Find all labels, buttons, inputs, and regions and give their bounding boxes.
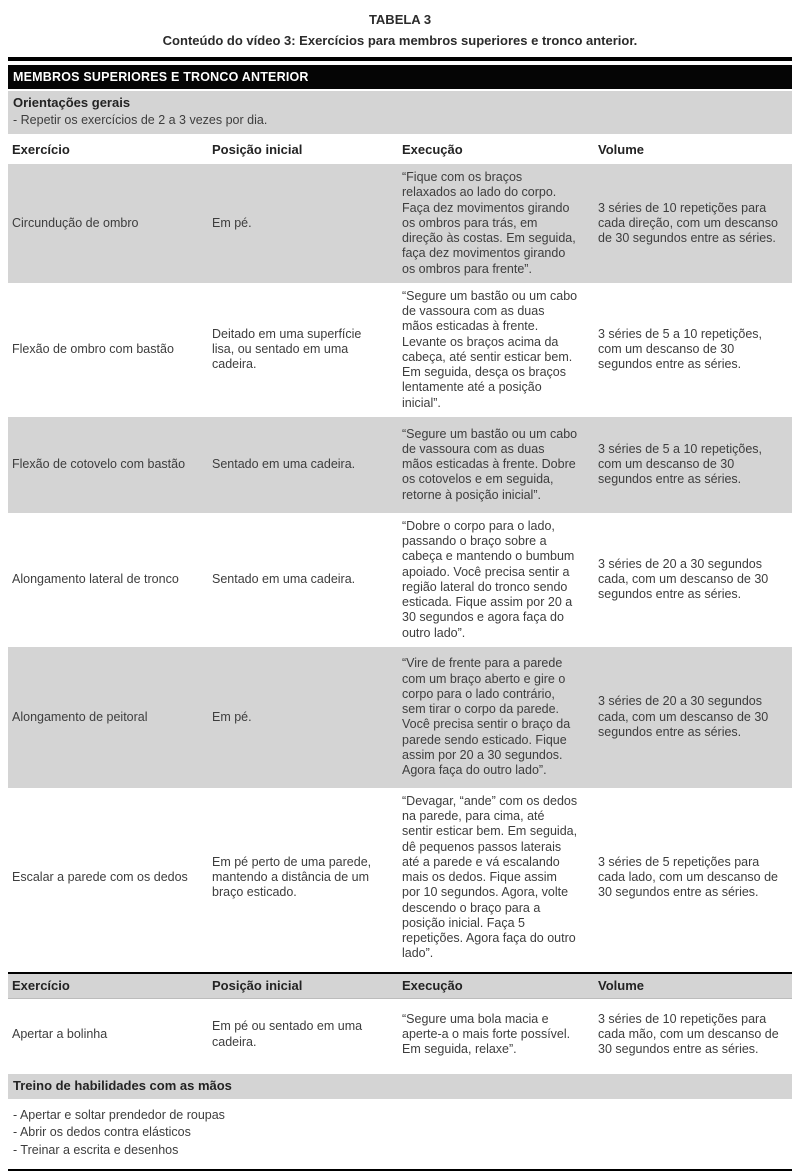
- exercise-execution: “Vire de frente para a parede com um braço aberto e gire o corpo para o lado contrário, sem tirar o corpo da parede. Você precisa sentir o braço da parede sendo esticado. Fique assim por 20 a 30 segundos. Agora faça do outro lado”.: [402, 656, 571, 777]
- orientations-heading: Orientações gerais: [13, 95, 131, 110]
- skills-section-header: [8, 1074, 792, 1099]
- column-header-row: [8, 134, 792, 164]
- column-header-execution: Execução: [402, 142, 463, 157]
- column-header-exercise: Exercício: [12, 142, 70, 157]
- top-rule: [8, 57, 792, 61]
- exercise-name: Apertar a bolinha: [12, 1026, 108, 1041]
- column-header-execution: Execução: [402, 977, 463, 993]
- exercise-initial-position: Em pé ou sentado em uma cadeira.: [212, 1019, 363, 1049]
- column-header-volume: Volume: [598, 977, 644, 993]
- exercise-volume: 3 séries de 10 repetições para cada mão, com um descanso de 30 segundos entre as séries.: [598, 1011, 779, 1057]
- column-header-exercise: Exercício: [12, 977, 70, 993]
- exercise-name: Flexão de cotovelo com bastão: [12, 457, 186, 472]
- exercise-name: Circundução de ombro: [12, 215, 139, 230]
- exercise-execution: “Segure uma bola macia e aperte-a o mais forte possível. Em seguida, relaxe”.: [402, 1011, 571, 1057]
- table-row: [8, 647, 792, 788]
- exercise-initial-position: Em pé.: [212, 709, 252, 724]
- exercise-volume: 3 séries de 10 repetições para cada direção, com um descanso de 30 segundos entre as séries.: [598, 200, 778, 245]
- exercise-initial-position: Em pé perto de uma parede, mantendo a distância de um braço esticado.: [212, 854, 372, 900]
- table-row: [8, 513, 792, 647]
- table-row: [8, 283, 792, 417]
- exercise-initial-position: Sentado em uma cadeira.: [212, 572, 356, 587]
- list-item: - Treinar a escrita e desenhos: [13, 1142, 179, 1157]
- exercise-execution: “Fique com os braços relaxados ao lado do corpo. Faça dez movimentos girando os ombros para trás, em direção às costas. Em seguida, faça dez movimentos girando os ombros para frente”.: [402, 170, 576, 276]
- column-header-initial-position: Posição inicial: [212, 977, 303, 993]
- exercise-initial-position: Sentado em uma cadeira.: [212, 457, 356, 472]
- exercise-initial-position: Em pé.: [212, 215, 252, 230]
- exercise-volume: 3 séries de 20 a 30 segundos cada, com um descanso de 30 segundos entre as séries.: [598, 694, 769, 739]
- exercise-execution: “Segure um bastão ou um cabo de vassoura com as duas mãos esticadas à frente. Levante os braços acima da cabeça, até sentir esticar bem. Em seguida, desça os braços lentamente até a posição inicial”.: [402, 288, 578, 410]
- exercise-name: Escalar a parede com os dedos: [12, 870, 188, 884]
- exercise-volume: 3 séries de 5 a 10 repetições, com um descanso de 30 segundos entre as séries.: [598, 326, 762, 372]
- exercise-execution: “Devagar, “ande” com os dedos na parede, para cima, até sentir esticar bem. Em seguida, dê pequenos passos laterais até a parede e vá escalando mais os dedos. Fique assim por 10 segundos. Agora, volte descendo o braço para a posição inicial. Faça 5 repetições. Agora faça do outro lado”.: [402, 793, 578, 961]
- table-caption: [8, 10, 792, 50]
- orientations-note: - Repetir os exercícios de 2 a 3 vezes por dia.: [13, 113, 268, 127]
- exercise-volume: 3 séries de 5 repetições para cada lado, com um descanso de 30 segundos entre as séries.: [598, 854, 778, 900]
- general-orientations: [8, 91, 792, 134]
- table-row: [8, 788, 792, 968]
- table-row: [8, 417, 792, 513]
- skills-list: [8, 1099, 792, 1170]
- column-header-row-2: [8, 972, 792, 999]
- skills-section-label: Treino de habilidades com as mãos: [13, 1077, 232, 1093]
- exercise-volume: 3 séries de 5 a 10 repetições, com um descanso de 30 segundos entre as séries.: [598, 441, 762, 487]
- list-item: - Apertar e soltar prendedor de roupas: [13, 1107, 225, 1122]
- exercise-execution: “Segure um bastão ou um cabo de vassoura com as duas mãos esticadas à frente. Dobre os cotovelos e em seguida, retorne à posição inicial”.: [402, 426, 578, 502]
- exercise-name: Alongamento lateral de tronco: [12, 572, 179, 587]
- column-header-volume: Volume: [598, 142, 644, 157]
- column-header-initial-position: Posição inicial: [212, 142, 303, 157]
- table-row: [8, 999, 792, 1071]
- section-header-label: MEMBROS SUPERIORES E TRONCO ANTERIOR: [13, 70, 309, 84]
- table-row: [8, 164, 792, 283]
- exercise-execution: “Dobre o corpo para o lado, passando o braço sobre a cabeça e mantendo o bumbum apoiado. Você precisa sentir a região lateral do tronco sendo esticada. Fique assim por 20 a 30 segundos e agora faça do outro lado”.: [402, 518, 575, 640]
- table-page: [8, 0, 792, 1171]
- exercise-volume: 3 séries de 20 a 30 segundos cada, com um descanso de 30 segundos entre as séries.: [598, 556, 769, 602]
- exercise-name: Flexão de ombro com bastão: [12, 342, 174, 357]
- exercise-initial-position: Deitado em uma superfície lisa, ou sentado em uma cadeira.: [212, 326, 362, 372]
- exercise-name: Alongamento de peitoral: [12, 709, 148, 724]
- table-number: TABELA 3: [368, 12, 432, 27]
- list-item: - Abrir os dedos contra elásticos: [13, 1125, 191, 1140]
- table-subtitle: Conteúdo do vídeo 3: Exercícios para membros superiores e tronco anterior.: [162, 32, 638, 48]
- section-header-bar: [8, 65, 792, 89]
